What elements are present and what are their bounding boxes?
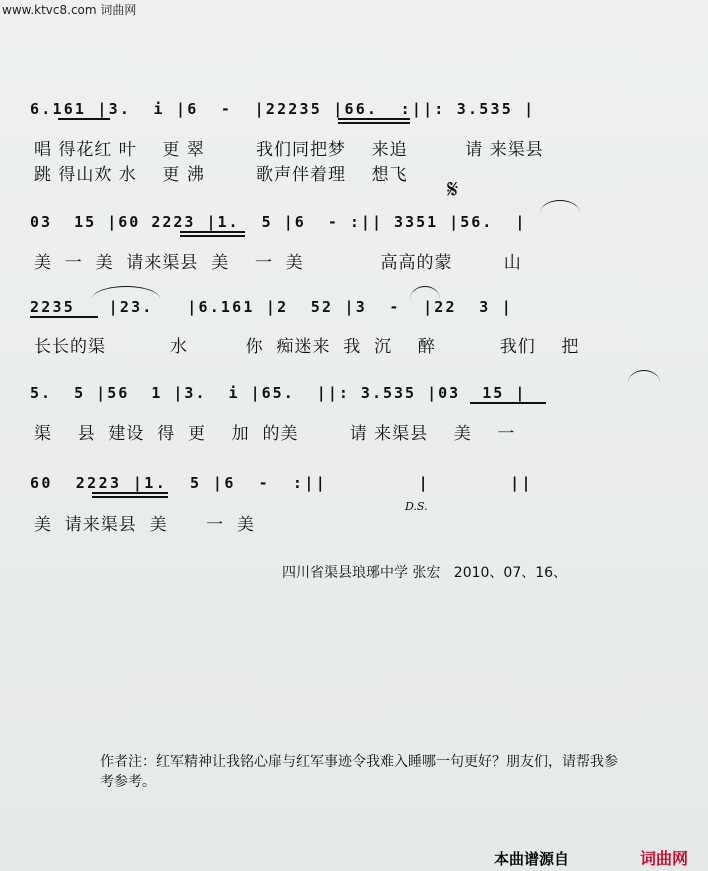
notation-row-2: 03 15 |60 2223 |1. 5 |6 - :|| 3351 |56. | — [30, 213, 527, 231]
author-note: 作者注：红军精神让我铭心扉与红军事迹令我难入睡哪一句更好？朋友们，请帮我参考参考。 — [100, 754, 618, 790]
ds-marking: D.S. — [405, 500, 428, 513]
beam — [92, 496, 168, 498]
notation-row-1: 6.161 |3. i |6 - |22235 |66. :||: 3.535 | — [30, 100, 536, 118]
notation-row-3: 2235 |23. |6.161 |2 52 |3 - |22 3 | — [30, 298, 513, 316]
notation-row-5: 60 2223 |1. 5 |6 - :|| | || — [30, 474, 533, 492]
beam — [338, 122, 410, 124]
author-credit: 四川省渠县琅琊中学 张宏 2010、07、16、 — [282, 565, 568, 581]
lyrics-row-3: 长长的渠 水 你 痴迷来 我 沉 醉 我们 把 — [34, 337, 580, 357]
lyrics-row-2: 美 一 美 请来渠县 美 一 美 高高的蒙 山 — [34, 253, 522, 273]
lyrics-row-1-verse-2: 跳 得山欢 水 更 沸 歌声伴着理 想飞 — [34, 165, 408, 185]
site-logo: 词曲网 — [640, 849, 689, 868]
tie-arc — [92, 286, 160, 299]
beam — [338, 118, 410, 120]
lyrics-row-1-verse-1: 唱 得花红 叶 更 翠 我们同把梦 来追 请 来渠县 — [34, 140, 544, 160]
beam — [30, 316, 98, 318]
source-label: 本曲谱源自 — [494, 850, 570, 868]
site-watermark: www.ktvc8.com 词曲网 — [2, 3, 137, 17]
lyrics-row-4: 渠 县 建设 得 更 加 的美 请 来渠县 美 一 — [34, 424, 516, 444]
tie-arc — [540, 200, 580, 213]
lyrics-row-5: 美 请来渠县 美 一 美 — [34, 515, 255, 535]
beam — [470, 402, 546, 404]
beam — [180, 235, 245, 237]
beam — [58, 118, 110, 120]
tie-arc — [628, 370, 660, 383]
beam — [180, 231, 245, 233]
tie-arc — [410, 286, 440, 299]
notation-row-4: 5. 5 |56 1 |3. i |65. ||: 3.535 |03 15 | — [30, 384, 527, 402]
segno-sign: 𝄋 — [447, 175, 459, 205]
beam — [92, 492, 168, 494]
